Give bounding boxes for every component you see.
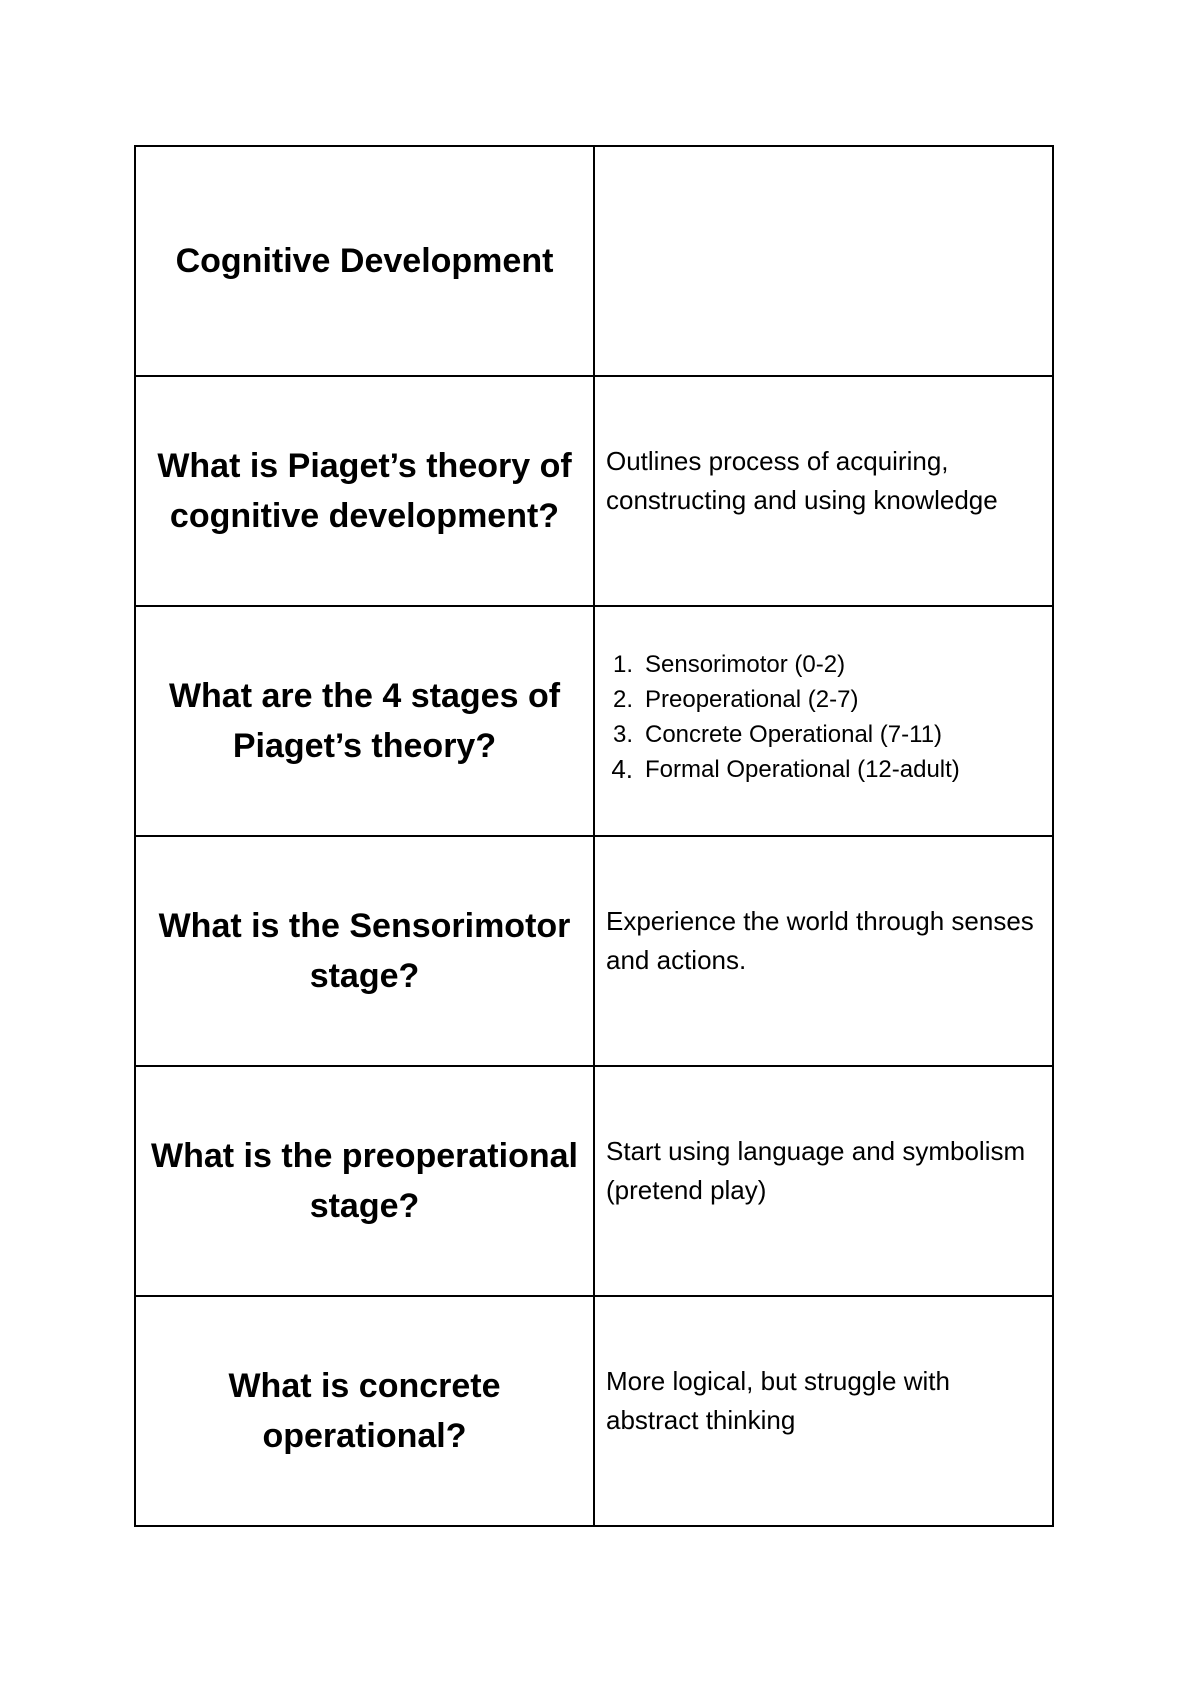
answer-text: Start using language and symbolism (pretend play)	[606, 1136, 1026, 1205]
list-item	[595, 682, 1052, 717]
question-text: What is concrete operational?	[228, 1367, 501, 1455]
table-row	[135, 376, 1053, 606]
answer-text: Outlines process of acquiring, constructing and using knowledge	[606, 446, 998, 515]
table-row	[135, 1296, 1053, 1526]
list-number: 4.	[611, 754, 633, 784]
answer-text: Experience the world through senses and actions.	[606, 906, 1034, 975]
list-item	[595, 752, 1052, 787]
table-row	[135, 606, 1053, 836]
list-item	[595, 647, 1052, 682]
list-text: Concrete Operational (7-11)	[645, 721, 943, 748]
table-row	[135, 1066, 1053, 1296]
question-text: What is the Sensorimotor stage?	[158, 907, 571, 995]
question-text: What are the 4 stages of Piaget’s theory?	[168, 677, 561, 765]
answer-cell	[594, 836, 1053, 1066]
list-number: 2.	[612, 686, 633, 713]
answer-text: More logical, but struggle with abstract thinking	[606, 1366, 950, 1435]
question-cell	[135, 1296, 594, 1526]
stage-list	[595, 647, 1052, 787]
flashcard-table	[134, 145, 1054, 1527]
list-text: Formal Operational (12-adult)	[645, 756, 960, 783]
question-cell	[135, 606, 594, 836]
list-text: Sensorimotor (0-2)	[645, 651, 846, 678]
answer-cell	[594, 1066, 1053, 1296]
list-text: Preoperational (2-7)	[645, 686, 859, 713]
answer-cell	[594, 1296, 1053, 1526]
answer-cell	[594, 146, 1053, 376]
question-cell	[135, 836, 594, 1066]
question-text: What is the preoperational stage?	[151, 1137, 578, 1225]
question-cell	[135, 376, 594, 606]
question-cell	[135, 146, 594, 376]
list-item	[595, 717, 1052, 752]
question-cell	[135, 1066, 594, 1296]
table-row	[135, 146, 1053, 376]
list-number: 3.	[612, 721, 633, 748]
question-text: What is Piaget’s theory of cognitive development?	[157, 447, 572, 535]
table-row	[135, 836, 1053, 1066]
answer-cell	[594, 376, 1053, 606]
question-text: Cognitive Development	[175, 242, 554, 280]
list-number: 1.	[612, 651, 633, 678]
answer-cell	[594, 606, 1053, 836]
